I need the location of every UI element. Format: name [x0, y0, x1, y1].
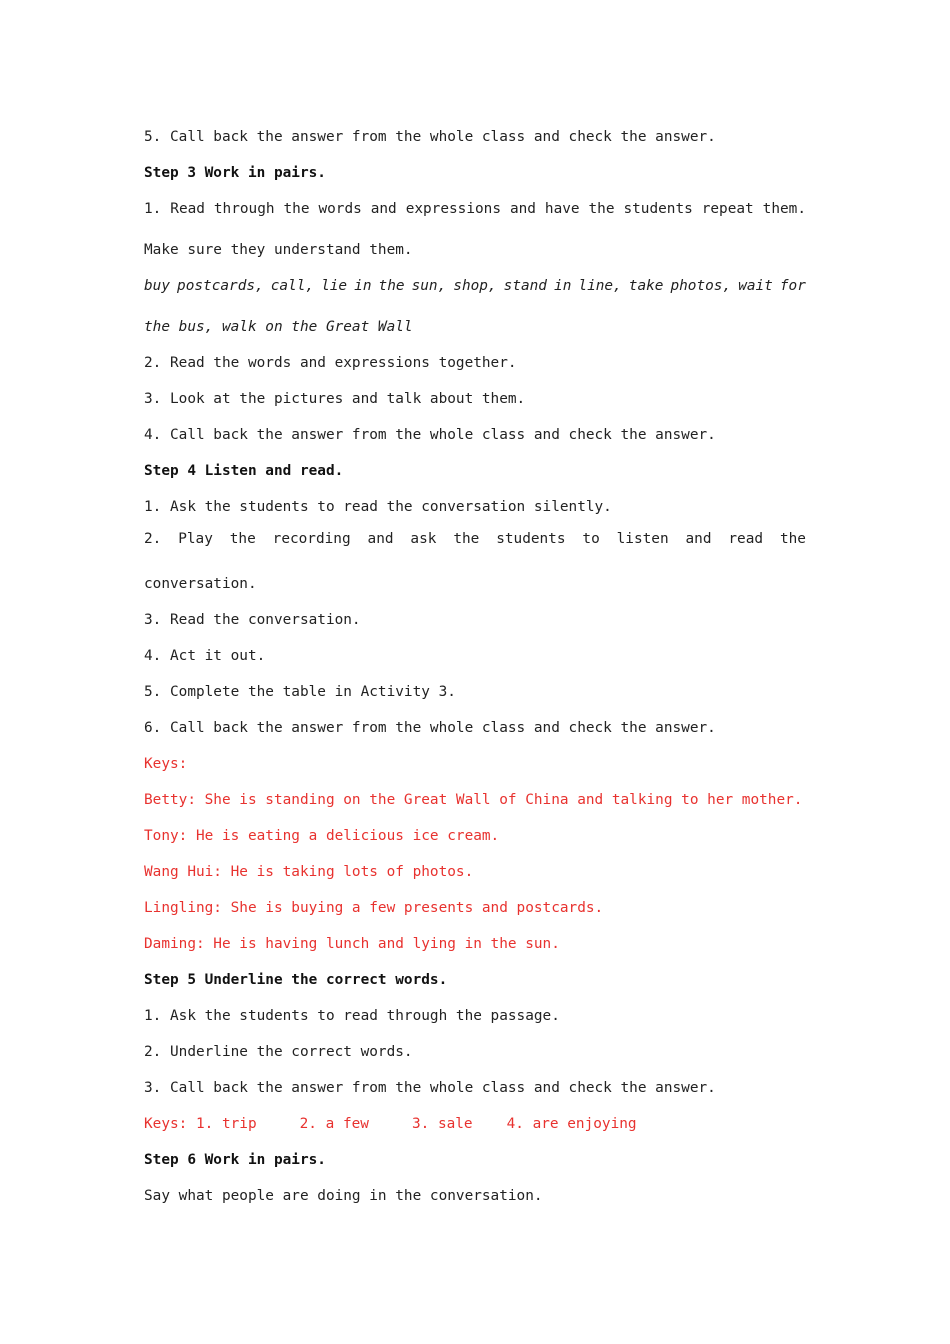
word: postcards,	[177, 278, 264, 294]
key-wang-hui: Wang Hui: He is taking lots of photos.	[144, 864, 474, 880]
step4-item-4: 4. Act it out.	[144, 648, 266, 664]
word: buy	[144, 278, 170, 294]
step5-item-1: 1. Ask the students to read through the passage.	[144, 1008, 560, 1024]
word: the	[588, 201, 615, 217]
word: shop,	[453, 278, 497, 294]
word: in	[354, 278, 372, 294]
step3-item-4: 4. Call back the answer from the whole class and check the answer.	[144, 427, 716, 443]
word: 2.	[144, 531, 162, 547]
step3-item-3: 3. Look at the pictures and talk about them.	[144, 391, 526, 407]
step5-item-3: 3. Call back the answer from the whole class and check the answer.	[144, 1080, 716, 1096]
step4-item-2-line1	[144, 529, 806, 549]
step5-key-1: Keys: 1. trip	[144, 1116, 257, 1132]
step6-item-1: Say what people are doing in the conversation.	[144, 1188, 543, 1204]
keys-label: Keys:	[144, 756, 188, 772]
word: the	[779, 531, 806, 547]
step3-item-1-line2: Make sure they understand them.	[144, 242, 413, 258]
word: words	[318, 201, 362, 217]
word: them.	[762, 201, 806, 217]
step4-item-6: 6. Call back the answer from the whole class and check the answer.	[144, 720, 716, 736]
step4-item-2-line2: conversation.	[144, 576, 257, 592]
word: line,	[578, 278, 622, 294]
step3-item-1-line1	[144, 199, 806, 219]
step4-item-3: 3. Read the conversation.	[144, 612, 361, 628]
word: to	[582, 531, 600, 547]
word: students	[496, 531, 566, 547]
key-daming: Daming: He is having lunch and lying in the sun.	[144, 936, 560, 952]
step5-key-3: 3. sale	[411, 1116, 473, 1132]
word: expressions	[405, 201, 501, 217]
step3-heading: Step 3 Work in pairs.	[144, 165, 326, 181]
word: and	[685, 531, 712, 547]
step5-keys	[144, 1114, 637, 1134]
step3-item-2: 2. Read the words and expressions together.	[144, 355, 517, 371]
word: sun,	[411, 278, 447, 294]
word: for	[779, 278, 806, 294]
word: Play	[178, 531, 213, 547]
step4-item-1: 1. Ask the students to read the conversation silently.	[144, 499, 612, 515]
word: the	[453, 531, 480, 547]
word: wait	[738, 278, 773, 294]
word: listen	[616, 531, 669, 547]
word: the	[378, 278, 405, 294]
word: and	[367, 531, 394, 547]
vocabulary-line2: the bus, walk on the Great Wall	[144, 319, 413, 335]
word: Read	[170, 201, 205, 217]
word: read	[728, 531, 764, 547]
word: in	[554, 278, 572, 294]
word: 1.	[144, 201, 162, 217]
step2-item-5: 5. Call back the answer from the whole class and check the answer.	[144, 129, 716, 145]
word: through	[213, 201, 275, 217]
word: lie	[321, 278, 348, 294]
step6-heading: Step 6 Work in pairs.	[144, 1152, 326, 1168]
step4-heading: Step 4 Listen and read.	[144, 463, 344, 479]
word: students	[623, 201, 693, 217]
word: call,	[270, 278, 315, 294]
word: and	[509, 201, 536, 217]
word: repeat	[701, 201, 754, 217]
word: recording	[272, 531, 351, 547]
word: photos,	[670, 278, 732, 294]
word: the	[229, 531, 256, 547]
step5-key-4: 4. are enjoying	[506, 1116, 637, 1132]
key-betty: Betty: She is standing on the Great Wall of China and talking to her mother.	[144, 792, 803, 808]
step4-item-5: 5. Complete the table in Activity 3.	[144, 684, 456, 700]
key-lingling: Lingling: She is buying a few presents and postcards.	[144, 900, 604, 916]
word: have	[544, 201, 580, 217]
word: ask	[410, 531, 437, 547]
key-tony: Tony: He is eating a delicious ice cream.	[144, 828, 500, 844]
word: take	[628, 278, 664, 294]
step5-heading: Step 5 Underline the correct words.	[144, 972, 448, 988]
vocabulary-line1	[144, 276, 806, 296]
word: the	[283, 201, 310, 217]
word: stand	[503, 278, 547, 294]
step5-key-2: 2. a few	[299, 1116, 369, 1132]
word: and	[370, 201, 397, 217]
step5-item-2: 2. Underline the correct words.	[144, 1044, 413, 1060]
